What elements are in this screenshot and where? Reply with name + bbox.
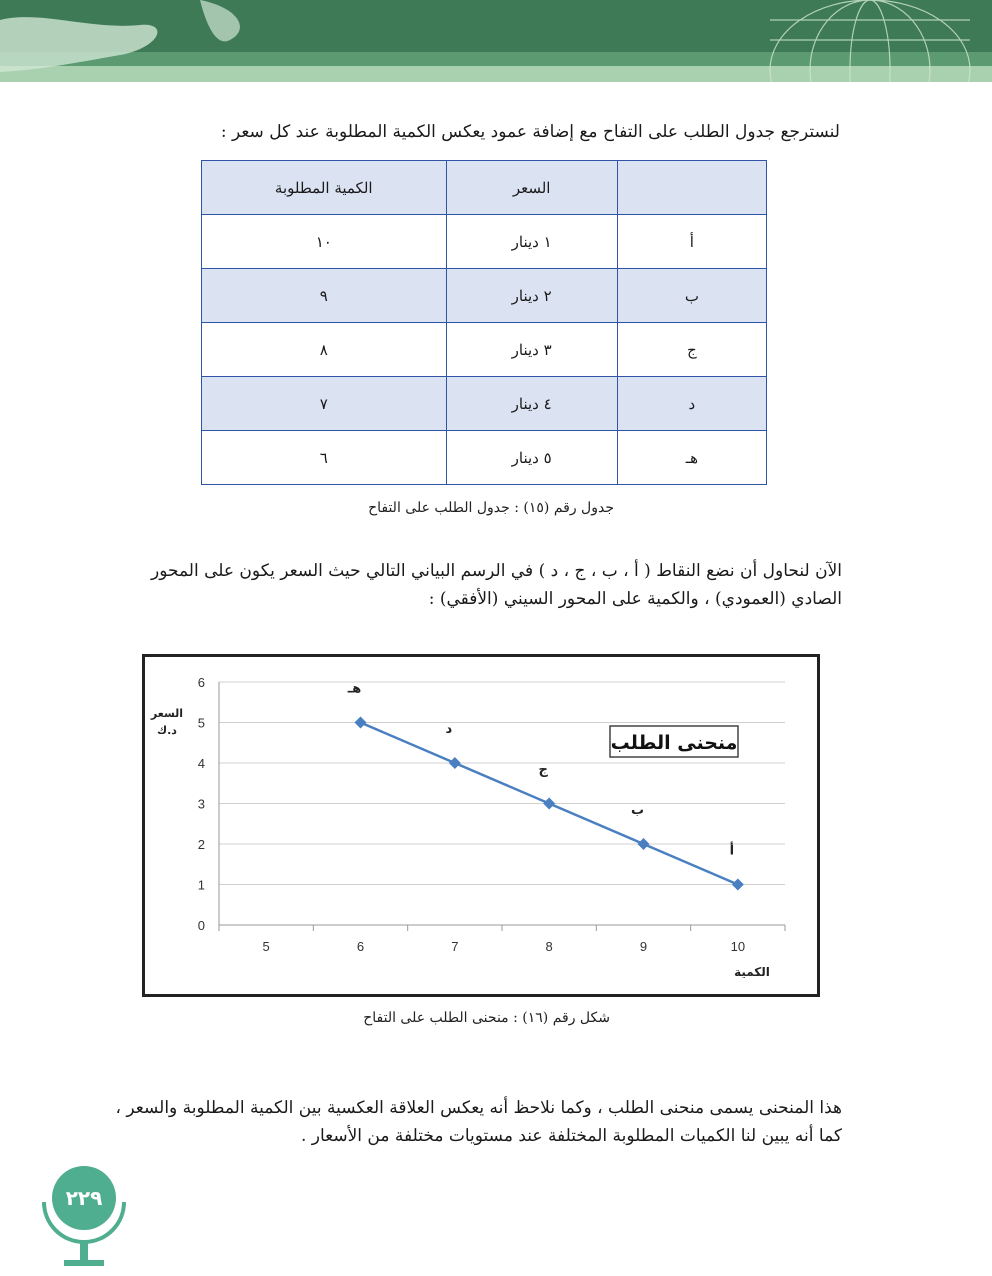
point-label: ج <box>538 762 548 778</box>
x-axis-label: الكمية <box>734 965 770 979</box>
x-tick-label: 10 <box>730 939 746 954</box>
y-tick-label: 5 <box>197 715 205 731</box>
page-number-globe <box>36 1158 132 1276</box>
table-cell-qty: ٩ <box>202 269 447 323</box>
y-tick-label: 3 <box>197 796 205 812</box>
table-cell-price: ١ دينار <box>446 215 617 269</box>
data-point <box>449 757 461 769</box>
y-tick-label: 4 <box>197 756 205 771</box>
paragraph-axes: الآن لنحاول أن نضع النقاط ( أ ، ب ، ج ، د ) في الرسم البياني التالي حيث السعر يكون على المحور الصادي (العمودي) ، والكمية على المحور السيني (الأفقي) : <box>150 561 842 609</box>
table-cell-qty: ١٠ <box>202 215 447 269</box>
point-label: أ <box>729 843 735 859</box>
table-header-row <box>202 161 767 215</box>
table-header: الكمية المطلوبة <box>202 161 447 215</box>
header-banner <box>0 0 992 82</box>
data-point <box>355 717 367 729</box>
x-tick-label: 7 <box>451 939 459 954</box>
table-cell-qty: ٧ <box>202 377 447 431</box>
point-label: هـ <box>347 681 362 697</box>
y-tick-label: 1 <box>197 877 205 893</box>
demand-chart <box>145 657 817 994</box>
table-row <box>202 377 767 431</box>
table-cell-label: د <box>617 377 766 431</box>
demand-table <box>201 160 767 485</box>
table-row <box>202 269 767 323</box>
y-tick-label: 0 <box>197 918 205 933</box>
point-label: ب <box>630 803 645 818</box>
table-row <box>202 323 767 377</box>
x-tick-label: 5 <box>262 939 270 954</box>
table-row <box>202 431 767 485</box>
table-header: السعر <box>446 161 617 215</box>
table-cell-price: ٣ دينار <box>446 323 617 377</box>
page-number: ٢٢٩ <box>65 1186 103 1210</box>
data-point <box>543 798 555 810</box>
chart-caption: شكل رقم (١٦) : منحنى الطلب على التفاح <box>363 1010 610 1026</box>
x-tick-label: 6 <box>356 939 365 954</box>
table-cell-price: ٢ دينار <box>446 269 617 323</box>
table-cell-qty: ٨ <box>202 323 447 377</box>
y-axis-label: السعر <box>150 707 184 720</box>
table-cell-price: ٤ دينار <box>446 377 617 431</box>
point-label: د <box>445 722 453 737</box>
table-cell-qty: ٦ <box>202 431 447 485</box>
table-row <box>202 215 767 269</box>
y-axis-unit: د.ك <box>157 724 177 737</box>
y-tick-label: 6 <box>197 675 205 690</box>
chart-title: منحنى الطلب <box>610 732 738 754</box>
data-point <box>638 838 650 850</box>
x-tick-label: 8 <box>545 939 553 954</box>
table-cell-price: ٥ دينار <box>446 431 617 485</box>
intro-text: لنسترجع جدول الطلب على التفاح مع إضافة عمود يعكس الكمية المطلوبة عند كل سعر : <box>220 122 840 142</box>
table-cell-label: ج <box>617 323 766 377</box>
table-caption: جدول رقم (١٥) : جدول الطلب على التفاح <box>368 500 614 516</box>
table-cell-label: هـ <box>617 431 766 485</box>
chart-frame <box>142 654 820 997</box>
table-header <box>617 161 766 215</box>
y-tick-label: 2 <box>197 837 205 852</box>
data-point <box>732 879 744 891</box>
table-cell-label: أ <box>617 215 766 269</box>
paragraph-conclusion: هذا المنحنى يسمى منحنى الطلب ، وكما نلاحظ أنه يعكس العلاقة العكسية بين الكمية المطلوبة والسعر ، كما أنه يبين لنا الكميات المطلوبة المختلفة عند مستويات مختلفة من الأسعار . <box>115 1098 842 1146</box>
table-cell-label: ب <box>617 269 766 323</box>
x-tick-label: 9 <box>639 939 648 954</box>
